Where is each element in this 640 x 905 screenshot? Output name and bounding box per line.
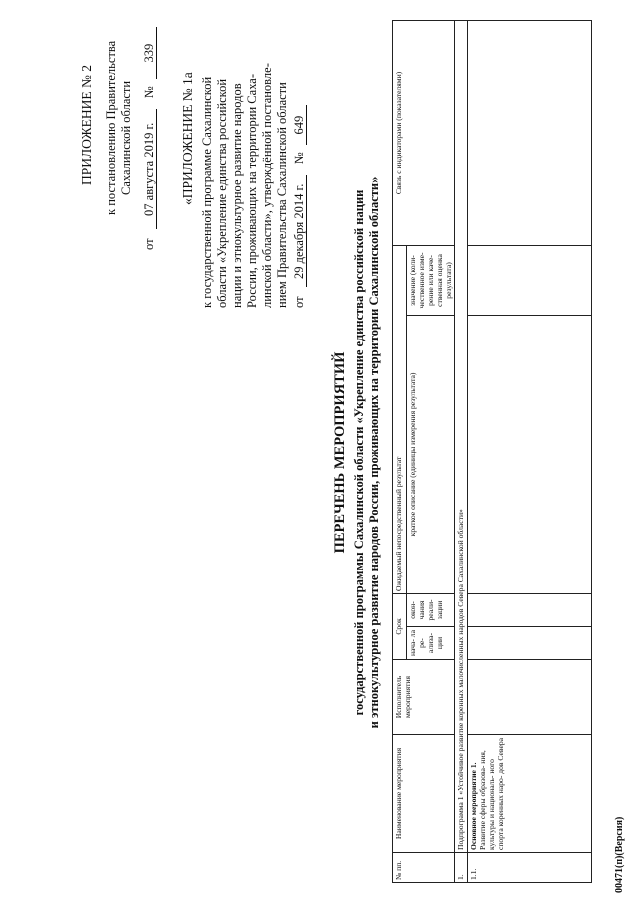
header-term: Срок bbox=[393, 593, 407, 659]
measure-description: Развитие сферы образова- ния, культуры и националь- ного спорта коренных наро- дов Севера bbox=[478, 737, 505, 850]
appendix-1a-line: к государственной программе Сахалинской bbox=[200, 76, 214, 308]
document-title: ПЕРЕЧЕНЬ МЕРОПРИЯТИЙ bbox=[332, 351, 348, 554]
header-end: окон- чания реали- зации bbox=[407, 593, 455, 626]
subprogram-title: Подпрограмма 1 «Устойчивое развитие коренных малочисленных народов Севера Сахалинской области» bbox=[455, 20, 468, 852]
appendix-1a-date: 29 декабря 2014 г. bbox=[293, 175, 307, 287]
appendix-1a-line: нием Правительства Сахалинской области bbox=[275, 82, 289, 308]
value-cell bbox=[468, 245, 592, 315]
appendix-2-no-label: № bbox=[142, 86, 156, 99]
measure-title: Основное мероприятие 1. bbox=[469, 762, 478, 850]
header-short-description: краткое описание (единицы измерения результата) bbox=[407, 315, 455, 593]
appendix-1a-line: нации и этнокультурное развитие народов bbox=[230, 83, 244, 308]
document-subtitle-line1: государственной программы Сахалинской области «Укрепление единства российской нации bbox=[352, 189, 366, 716]
end-cell bbox=[468, 593, 592, 626]
header-value: значение (коли- чественное изме- рение или каче- ственная оценка результата) bbox=[407, 245, 455, 315]
table-header-row bbox=[393, 20, 407, 882]
appendix-1a-line: области «Укрепление единства российской bbox=[215, 78, 229, 308]
appendix-2-line1: к постановлению Правительства bbox=[104, 40, 118, 215]
appendix-1a-from-label: от bbox=[292, 296, 306, 308]
measures-table bbox=[392, 20, 592, 883]
appendix-2-title: ПРИЛОЖЕНИЕ № 2 bbox=[79, 64, 94, 185]
appendix-2-line2: Сахалинской области bbox=[119, 80, 133, 195]
document-subtitle-line2: и этнокультурное развитие народов России, проживающих на территории Сахалинской области» bbox=[367, 176, 381, 729]
executor-cell bbox=[468, 660, 592, 735]
indicator-link-cell bbox=[468, 20, 592, 245]
header-measure-name: Наименование мероприятия bbox=[393, 735, 455, 853]
header-number: № пп. bbox=[393, 853, 455, 883]
short-description-cell bbox=[468, 315, 592, 593]
measure-cell bbox=[468, 735, 592, 853]
document-id: 00471(п)(Версия) bbox=[614, 816, 625, 893]
header-executor: Исполнитель мероприятия bbox=[393, 660, 455, 735]
table-row bbox=[455, 20, 468, 882]
start-cell bbox=[468, 627, 592, 660]
appendix-1a-line: России, проживающих на территории Саха- bbox=[245, 74, 259, 308]
appendix-2-from-label: от bbox=[142, 238, 156, 250]
appendix-2-number: 339 bbox=[143, 27, 157, 79]
measures-table-wrapper bbox=[392, 21, 602, 883]
header-start: нача- ла ре- ализа- ции bbox=[407, 627, 455, 660]
header-expected-result: Ожидаемый непосредственный результат bbox=[393, 245, 407, 593]
header-indicator-link: Связь с индикаторами (показателями) bbox=[393, 20, 455, 245]
appendix-1a-number: 649 bbox=[293, 105, 307, 145]
appendix-1a-line: линской области», утверждённой постановле- bbox=[260, 63, 274, 308]
row-number: 1. bbox=[455, 853, 468, 883]
table-row bbox=[468, 20, 592, 882]
appendix-1a-title: «ПРИЛОЖЕНИЕ № 1а bbox=[180, 72, 195, 205]
row-number: 1.1. bbox=[468, 853, 592, 883]
appendix-1a-no-label: № bbox=[292, 152, 306, 165]
appendix-1a-signature-line bbox=[292, 105, 307, 308]
appendix-2-date: 07 августа 2019 г. bbox=[143, 109, 157, 229]
appendix-2-signature-line bbox=[142, 27, 157, 250]
